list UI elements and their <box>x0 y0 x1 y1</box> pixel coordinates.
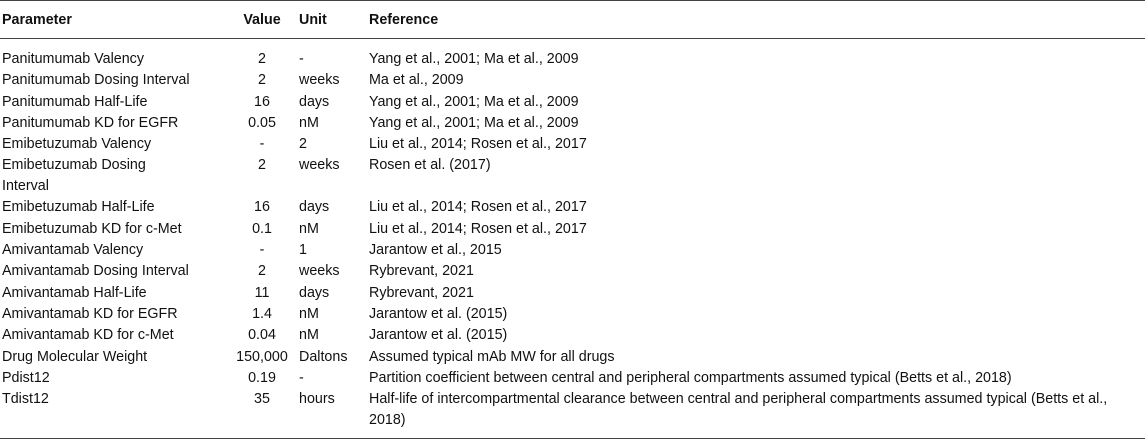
cell-reference: Rosen et al. (2017) <box>369 157 491 174</box>
cell-unit: 2 <box>299 136 307 153</box>
table-row <box>0 197 1145 218</box>
table-row <box>0 49 1145 70</box>
table-row <box>0 325 1145 346</box>
header-row <box>0 1 1145 39</box>
table-row <box>0 134 1145 155</box>
cell-reference: Jarantow et al., 2015 <box>369 242 502 259</box>
header-reference: Reference <box>369 1 1145 39</box>
cell-parameter: Drug Molecular Weight <box>2 348 148 365</box>
table-row <box>0 304 1145 325</box>
cell-reference: Ma et al., 2009 <box>369 72 464 89</box>
cell-reference: Liu et al., 2014; Rosen et al., 2017 <box>369 220 587 237</box>
cell-reference: Partition coefficient between central and peripheral compartments assumed typical (Betts et al., 2018) <box>369 369 1012 386</box>
cell-value: 0.1 <box>252 220 272 237</box>
cell-unit: days <box>299 284 330 301</box>
cell-parameter: Emibetuzumab Valency <box>2 136 152 153</box>
cell-unit: days <box>299 199 330 216</box>
cell-parameter: Amivantamab KD for c-Met <box>2 327 174 344</box>
cell-unit: nM <box>299 220 319 237</box>
table-row <box>0 70 1145 91</box>
cell-parameter: Emibetuzumab KD for c-Met <box>2 220 182 237</box>
cell-reference: Assumed typical mAb MW for all drugs <box>369 348 615 365</box>
cell-value: 0.05 <box>248 114 276 131</box>
cell-value: 2 <box>258 263 266 280</box>
cell-value: 150,000 <box>236 348 288 365</box>
cell-value: 11 <box>254 284 270 301</box>
header-parameter: Parameter <box>0 1 225 39</box>
cell-value: 0.04 <box>248 327 276 344</box>
cell-unit: nM <box>299 327 319 344</box>
spacer-row <box>0 39 1145 50</box>
table-row <box>0 219 1145 240</box>
cell-reference: Half-life of intercompartmental clearance between central and peripheral compartments assumed typical (Betts et al., 2018) <box>369 391 1108 429</box>
cell-unit: nM <box>299 114 319 131</box>
cell-reference: Yang et al., 2001; Ma et al., 2009 <box>369 51 579 67</box>
cell-parameter: Panitumumab Half-Life <box>2 93 148 110</box>
table-row <box>0 368 1145 389</box>
cell-unit: Daltons <box>299 348 348 365</box>
cell-reference: Rybrevant, 2021 <box>369 284 474 301</box>
cell-unit: 1 <box>299 242 307 259</box>
table-row <box>0 261 1145 282</box>
cell-unit: weeks <box>299 72 340 89</box>
table-row <box>0 155 1145 197</box>
cell-unit: days <box>299 93 330 110</box>
cell-parameter: Tdist12 <box>2 391 49 408</box>
cell-reference: Liu et al., 2014; Rosen et al., 2017 <box>369 199 587 216</box>
header-unit: Unit <box>299 1 369 39</box>
cell-reference: Jarantow et al. (2015) <box>369 305 508 322</box>
cell-value: 16 <box>254 199 270 216</box>
cell-unit: weeks <box>299 263 340 280</box>
cell-value: - <box>259 136 265 153</box>
cell-reference: Jarantow et al. (2015) <box>369 327 508 344</box>
cell-value: 16 <box>254 93 270 110</box>
table-row <box>0 92 1145 113</box>
cell-parameter: Panitumumab Dosing Interval <box>2 72 190 89</box>
cell-value: 35 <box>254 391 270 408</box>
cell-value: 0.19 <box>248 369 276 386</box>
cell-parameter: Pdist12 <box>2 369 50 386</box>
cell-value: 2 <box>258 72 266 89</box>
cell-parameter: Amivantamab Half-Life <box>2 284 147 301</box>
table-row <box>0 389 1145 439</box>
cell-value: 2 <box>258 157 266 174</box>
cell-reference: Yang et al., 2001; Ma et al., 2009 <box>369 93 579 110</box>
cell-reference: Rybrevant, 2021 <box>369 263 474 280</box>
cell-parameter: Amivantamab Valency <box>2 242 144 259</box>
cell-parameter: Amivantamab Dosing Interval <box>2 263 189 280</box>
cell-unit: - <box>299 51 304 67</box>
spacer-cell <box>0 39 1145 50</box>
table-row <box>0 240 1145 261</box>
table-row <box>0 113 1145 134</box>
cell-parameter: Emibetuzumab Dosing Interval <box>2 157 146 195</box>
cell-value: - <box>259 242 265 259</box>
cell-parameter: Panitumumab KD for EGFR <box>2 114 179 131</box>
table-row <box>0 283 1145 304</box>
cell-unit: hours <box>299 391 335 408</box>
cell-parameter: Emibetuzumab Half-Life <box>2 199 155 216</box>
cell-unit: weeks <box>299 157 340 174</box>
cell-value: 2 <box>258 51 266 67</box>
cell-unit: - <box>299 369 304 386</box>
cell-value: 1.4 <box>252 305 272 322</box>
cell-reference: Yang et al., 2001; Ma et al., 2009 <box>369 114 579 131</box>
header-value: Value <box>225 1 299 39</box>
cell-parameter: Panitumumab Valency <box>2 51 144 67</box>
cell-unit: nM <box>299 305 319 322</box>
table-row <box>0 347 1145 368</box>
cell-parameter: Amivantamab KD for EGFR <box>2 305 178 322</box>
cell-reference: Liu et al., 2014; Rosen et al., 2017 <box>369 136 587 153</box>
